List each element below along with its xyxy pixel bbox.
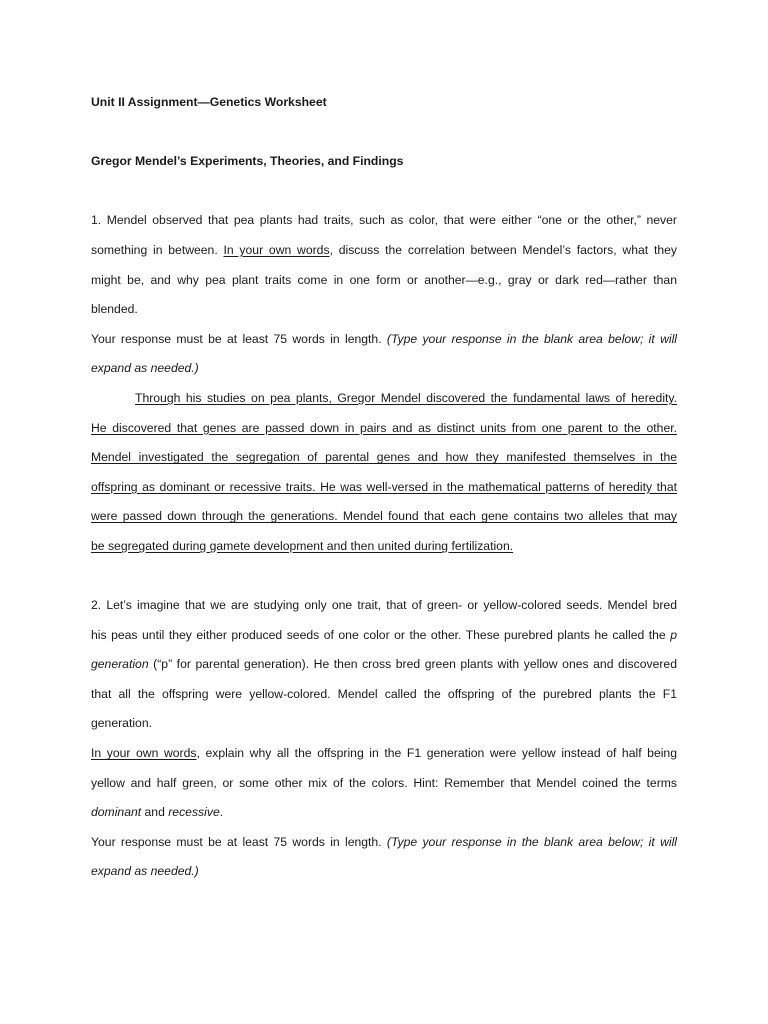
worksheet-page — [91, 88, 677, 947]
spacer — [91, 118, 677, 148]
answer-1-line: He discovered that genes are passed down in pairs and as distinct units from one parent to the other. — [91, 420, 677, 435]
q1-text: something in between. — [91, 242, 224, 257]
q1-text: , discuss the correlation between Mendel’s factors, what they — [329, 242, 677, 257]
q1-line-4: blended. — [91, 302, 138, 317]
answer-1-line: were passed down through the generations. Mendel found that each gene contains two alleles that may — [91, 509, 677, 524]
q2-line-3 — [91, 650, 677, 680]
q2-line-5: generation. — [91, 716, 152, 731]
q2-req-italic: (Type your response in the blank area below; it will — [386, 834, 678, 849]
q2-req-text: Your response must be at least 75 words in length. — [91, 834, 387, 849]
q2-line-6 — [91, 739, 677, 769]
q2-generation-italic: generation — [91, 657, 149, 672]
answer-1-line: Mendel investigated the segregation of parental genes and how they manifested themselves in the — [91, 450, 677, 465]
q2-line-8 — [91, 798, 677, 828]
answer-1-line: be segregated during gamete development and then united during fertilization. — [91, 538, 514, 553]
section-heading: Gregor Mendel’s Experiments, Theories, and Findings — [91, 154, 404, 169]
spacer — [91, 177, 677, 207]
q1-req-italic: (Type your response in the blank area below; it will — [386, 331, 678, 346]
q1-requirement — [91, 325, 677, 355]
q1-requirement-cont: expand as needed.) — [91, 361, 199, 376]
q2-text: , explain why all the offspring in the F1 generation were yellow instead of half being — [196, 746, 677, 761]
q1-own-words: In your own words — [223, 242, 330, 257]
q1-line-1: 1. Mendel observed that pea plants had traits, such as color, that were either “one or the other,” never — [91, 213, 677, 228]
q2-line-2 — [91, 621, 677, 651]
q2-text: . — [219, 805, 224, 820]
answer-1-line: offspring as dominant or recessive traits. He was well-versed in the mathematical patterns of heredity that — [91, 479, 677, 494]
question-2 — [91, 591, 677, 887]
q2-own-words: In your own words — [91, 746, 197, 761]
q2-dominant-italic: dominant — [91, 805, 142, 820]
q2-requirement-cont: expand as needed.) — [91, 864, 199, 879]
q2-requirement — [91, 828, 677, 858]
q2-text: and — [141, 805, 169, 820]
q2-text: (“p” for parental generation). He then cross bred green plants with yellow ones and discovered — [148, 657, 677, 672]
q2-line-7: yellow and half green, or some other mix of the colors. Hint: Remember that Mendel coined the terms — [91, 775, 677, 790]
q2-text: his peas until they either produced seeds of one color or the other. These purebred plants he called the — [91, 627, 671, 642]
q2-p-italic: p — [670, 627, 677, 642]
question-1 — [91, 206, 677, 384]
answer-2-area[interactable] — [91, 887, 677, 947]
q2-recessive-italic: recessive — [168, 805, 220, 820]
answer-1[interactable] — [91, 384, 677, 562]
q2-line-4: that all the offspring were yellow-colored. Mendel called the offspring of the purebred plants the F1 — [91, 686, 677, 701]
q2-line-1: 2. Let’s imagine that we are studying only one trait, that of green- or yellow-colored seeds. Mendel bred — [91, 598, 677, 613]
document-title: Unit II Assignment—Genetics Worksheet — [91, 95, 327, 109]
q1-line-3: might be, and why pea plant traits come in one form or another—e.g., gray or dark red—rather than — [91, 272, 677, 287]
q1-req-text: Your response must be at least 75 words in length. — [91, 331, 387, 346]
q1-line-2 — [91, 236, 677, 266]
spacer — [91, 562, 677, 592]
answer-1-line: Through his studies on pea plants, Gregor Mendel discovered the fundamental laws of heredity. — [135, 390, 677, 405]
